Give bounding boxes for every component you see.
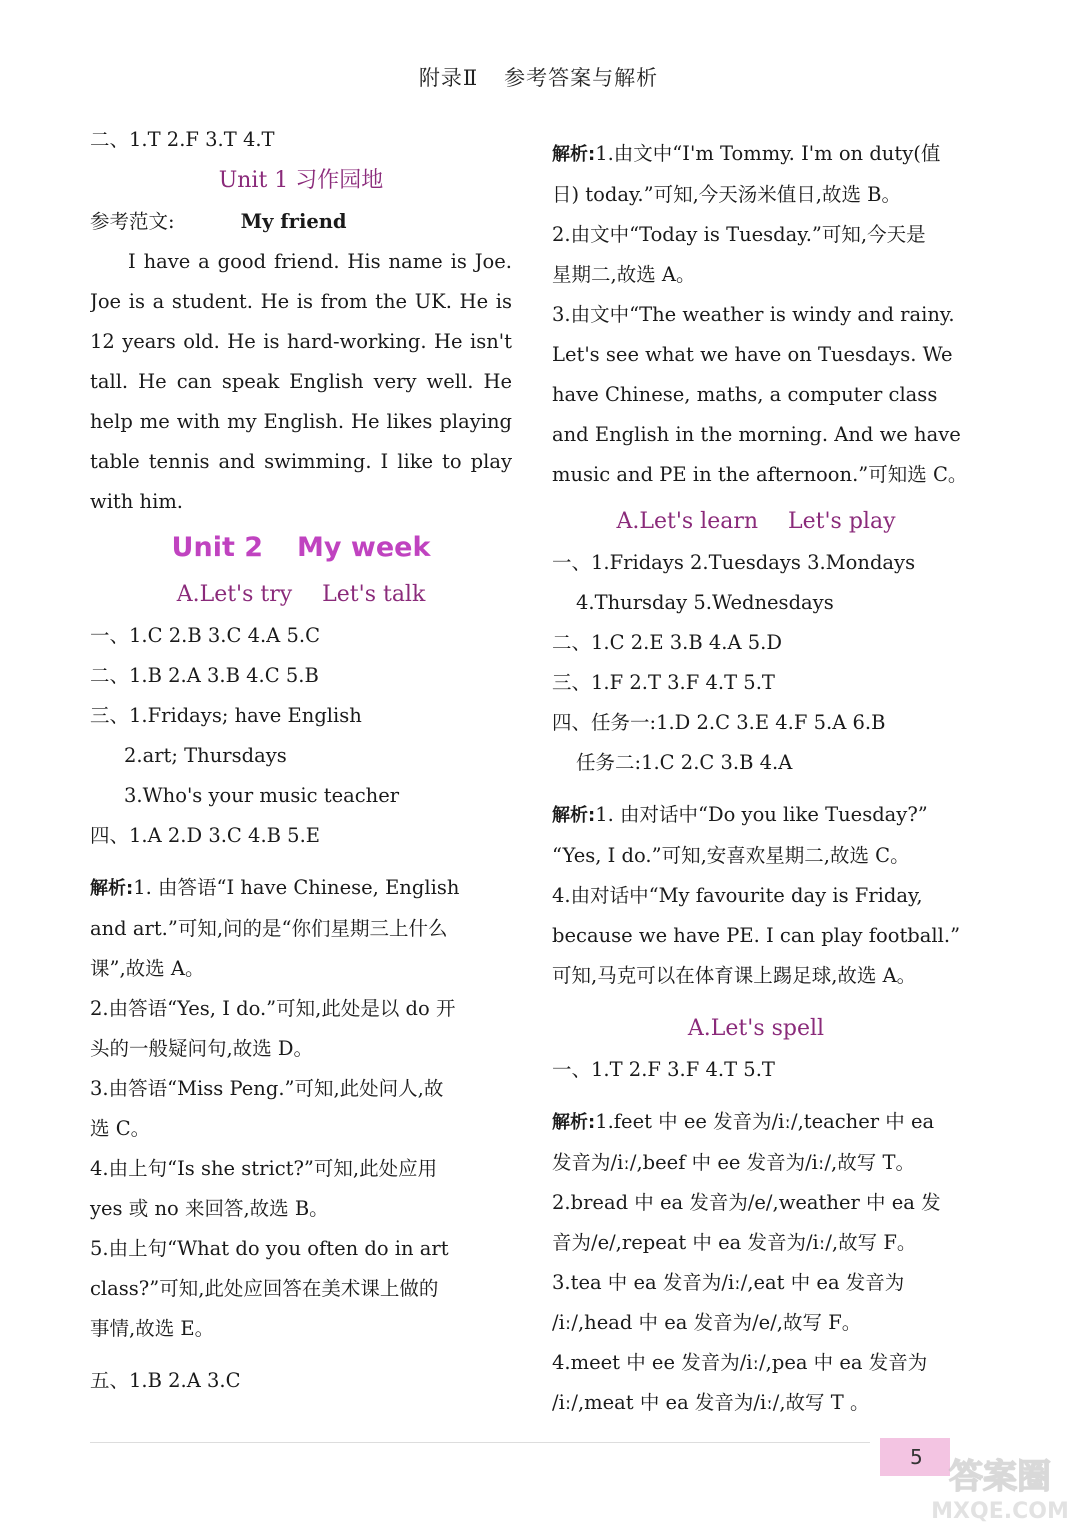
essay-line: Joe is a student. He is from the UK. He is — [90, 290, 512, 313]
answer-line: 二、1.B 2.A 3.B 4.C 5.B — [90, 664, 319, 687]
analysis-line: 头的一般疑问句,故选 D。 — [90, 1037, 314, 1060]
analysis-line: 4.由上句“Is she strict?”可知,此处应用 — [90, 1157, 438, 1180]
analysis-line: 事情,故选 E。 — [90, 1317, 215, 1340]
analysis-line: because we have PE. I can play football.” — [552, 924, 961, 947]
answer-line: 三、1.Fridays; have English — [90, 704, 362, 727]
answer-line: 四、任务一:1.D 2.C 3.E 4.F 5.A 6.B — [552, 711, 886, 734]
section-part: Let's play — [788, 509, 896, 534]
essay-line: table tennis and swimming. I like to play — [90, 450, 512, 473]
analysis-line: 发音为/iː/,beef 中 ee 发音为/iː/,故写 T。 — [552, 1151, 915, 1174]
analysis-line: 2.由答语“Yes, I do.”可知,此处是以 do 开 — [90, 997, 456, 1020]
watermark-bottom: MXQE.COM — [931, 1499, 1069, 1524]
answer-line: 3.Who's your music teacher — [124, 784, 400, 807]
unit1-writing-title: Unit 1 习作园地 — [218, 168, 384, 193]
analysis-line: 4.meet 中 ee 发音为/iː/,pea 中 ea 发音为 — [552, 1351, 928, 1374]
answer-line: 三、1.F 2.T 3.F 4.T 5.T — [552, 671, 775, 694]
analysis-line: 3.由文中“The weather is windy and rainy. — [552, 303, 955, 326]
analysis-line: yes 或 no 来回答,故选 B。 — [90, 1197, 329, 1220]
analysis-text: 1. 由答语“I have Chinese, English — [133, 876, 460, 899]
analysis-label: 解析: — [552, 805, 596, 826]
essay-title: My friend — [240, 210, 347, 233]
analysis-line — [552, 795, 960, 836]
answer-line: 一、1.T 2.F 3.F 4.T 5.T — [552, 1058, 775, 1081]
essay-line: help me with my English. He likes playing — [90, 410, 512, 433]
section-title — [552, 501, 960, 543]
analysis-line: 课”,故选 A。 — [90, 957, 205, 980]
analysis-line: 日) today.”可知,今天汤米值日,故选 B。 — [552, 183, 902, 206]
answer-line: 二、1.C 2.E 3.B 4.A 5.D — [552, 631, 783, 654]
analysis-line — [552, 134, 960, 175]
right-column — [552, 134, 968, 1423]
analysis-text: 1.feet 中 ee 发音为/iː/,teacher 中 ea — [595, 1110, 935, 1133]
answer-line: 任务二:1.C 2.C 3.B 4.A — [576, 751, 793, 774]
section-part: A.Let's try — [176, 582, 293, 607]
essay-line: with him. — [90, 490, 184, 513]
watermark-top: 答案圈 — [949, 1457, 1051, 1497]
analysis-label: 解析: — [552, 144, 596, 165]
essay-line: I have a good friend. His name is Joe. — [128, 250, 512, 273]
analysis-line: 可知,马克可以在体育课上踢足球,故选 A。 — [552, 964, 917, 987]
unit2-label: Unit 2 — [171, 532, 264, 563]
analysis-line: 3.tea 中 ea 发音为/iː/,eat 中 ea 发音为 — [552, 1271, 905, 1294]
analysis-label: 解析: — [90, 878, 134, 899]
analysis-line: 2.由文中“Today is Tuesday.”可知,今天是 — [552, 223, 926, 246]
analysis-line: 5.由上句“What do you often do in art — [90, 1237, 449, 1260]
analysis-line — [552, 1102, 960, 1143]
analysis-line: /iː/,head 中 ea 发音为/e/,故写 F。 — [552, 1311, 862, 1334]
analysis-line: 4.由对话中“My favourite day is Friday, — [552, 884, 923, 907]
section-title — [90, 574, 512, 616]
analysis-line: and English in the morning. And we have — [552, 423, 961, 446]
left-column — [90, 120, 512, 1401]
section-part: A.Let's learn — [616, 509, 759, 534]
analysis-line: 3.由答语“Miss Peng.”可知,此处问人,故 — [90, 1077, 444, 1100]
analysis-line — [90, 868, 512, 909]
essay-heading — [90, 202, 512, 242]
page-number: 5 — [880, 1438, 950, 1476]
analysis-line: music and PE in the afternoon.”可知选 C。 — [552, 463, 968, 486]
footer-divider — [90, 1442, 870, 1443]
page-header — [0, 62, 1077, 92]
analysis-line: /iː/,meat 中 ea 发音为/iː/,故写 T 。 — [552, 1391, 870, 1414]
essay-line: 12 years old. He is hard-working. He isn't — [90, 330, 512, 353]
answer-line: 4.Thursday 5.Wednesdays — [576, 591, 834, 614]
appendix-label: 附录Ⅱ — [418, 66, 479, 90]
analysis-line: “Yes, I do.”可知,安喜欢星期二,故选 C。 — [552, 844, 910, 867]
analysis-text: 1.由文中“I'm Tommy. I'm on duty(值 — [595, 142, 941, 165]
answer-line: 2.art; Thursdays — [124, 744, 287, 767]
unit2-title — [90, 522, 512, 574]
essay-line: tall. He can speak English very well. He — [90, 370, 512, 393]
answer-line: 五、1.B 2.A 3.C — [90, 1369, 241, 1392]
analysis-line: 音为/e/,repeat 中 ea 发音为/iː/,故写 F。 — [552, 1231, 917, 1254]
unit2-name: My week — [297, 532, 431, 563]
analysis-line: 星期二,故选 A。 — [552, 263, 696, 286]
analysis-line: 2.bread 中 ea 发音为/e/,weather 中 ea 发 — [552, 1191, 941, 1214]
analysis-line: Let's see what we have on Tuesdays. We — [552, 343, 953, 366]
answer-line: 四、1.A 2.D 3.C 4.B 5.E — [90, 824, 321, 847]
answer-line: 一、1.C 2.B 3.C 4.A 5.C — [90, 624, 320, 647]
watermark-logo — [930, 1444, 1070, 1526]
analysis-line: have Chinese, maths, a computer class — [552, 383, 938, 406]
analysis-line: and art.”可知,问的是“你们星期三上什么 — [90, 917, 448, 940]
analysis-text: 1. 由对话中“Do you like Tuesday?” — [595, 803, 928, 826]
analysis-line: 选 C。 — [90, 1117, 151, 1140]
essay-label: 参考范文: — [90, 210, 175, 233]
answer-line: 一、1.Fridays 2.Tuesdays 3.Mondays — [552, 551, 916, 574]
header-title: 参考答案与解析 — [504, 66, 659, 90]
analysis-line: class?”可知,此处应回答在美术课上做的 — [90, 1277, 439, 1300]
answer-line: 二、1.T 2.F 3.T 4.T — [90, 128, 275, 151]
section-title: A.Let's spell — [687, 1016, 825, 1041]
section-part: Let's talk — [322, 582, 426, 607]
analysis-label: 解析: — [552, 1112, 596, 1133]
